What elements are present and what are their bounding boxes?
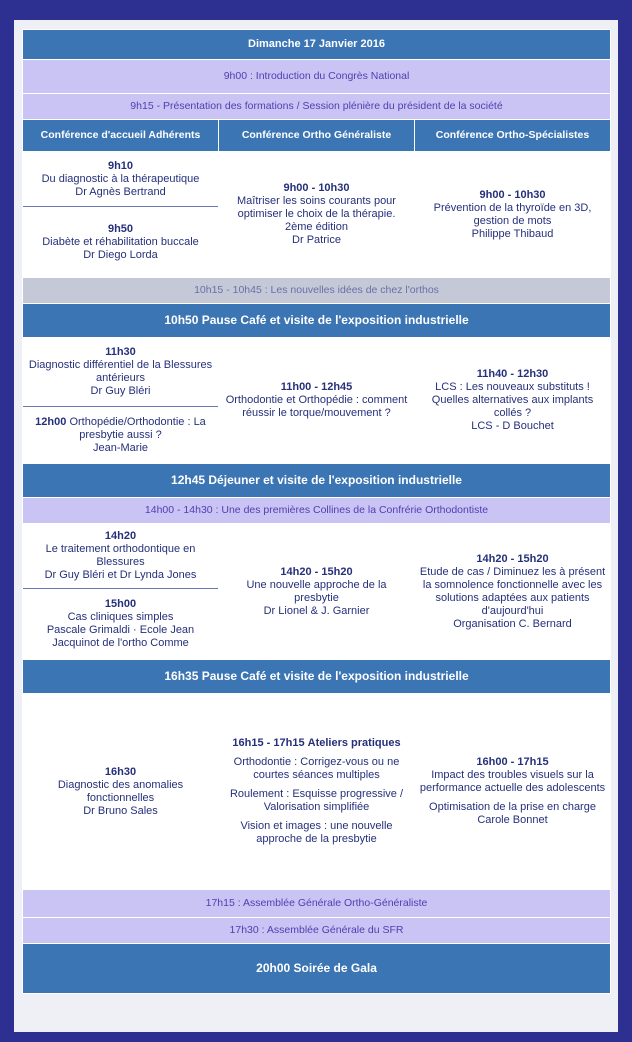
workshop-header bbox=[223, 737, 410, 750]
assembly-row: 17h30 : Assemblée Générale du SFR bbox=[23, 918, 611, 944]
session-time: 12h00 bbox=[35, 415, 67, 428]
session-speaker: Dr Lionel & J. Garnier bbox=[263, 604, 370, 617]
column-header: Conférence Ortho-Spécialistes bbox=[415, 120, 611, 152]
workshop-item: Orthodontie : Corrigez-vous ou ne courtes séances multiples bbox=[233, 756, 400, 781]
assembly-row: 17h15 : Assemblée Générale Ortho-Généraliste bbox=[23, 890, 611, 918]
session-title: Diabète et réhabilitation buccale bbox=[42, 235, 199, 248]
session-cell bbox=[219, 338, 415, 464]
intro-row: 9h00 : Introduction du Congrès National bbox=[23, 60, 611, 94]
session-title: Cas cliniques simples bbox=[67, 611, 174, 623]
session-title: Une nouvelle approche de la presbytie bbox=[246, 578, 387, 604]
session bbox=[23, 524, 218, 589]
session-speaker: Dr Diego Lorda bbox=[83, 248, 158, 261]
session-time: 11h40 - 12h30 bbox=[476, 368, 549, 380]
lavender-info-row: 14h00 - 14h30 : Une des premières Collines de la Confrérie Orthodontiste bbox=[23, 498, 611, 524]
session-cell bbox=[23, 524, 219, 660]
session-speaker: Jean-Marie bbox=[92, 441, 149, 454]
session-speaker: LCS - D Bouchet bbox=[471, 420, 554, 432]
session-speaker: Dr Guy Bléri bbox=[90, 385, 151, 397]
day-title: Dimanche 17 Janvier 2016 bbox=[23, 30, 611, 60]
session-title: Etude de cas / Diminuez les à présent la somnolence fonctionnelle avec les solutions adaptées aux patients d'aujourd'hui bbox=[419, 565, 606, 617]
session-speaker: Carole Bonnet bbox=[477, 814, 548, 826]
session-title: Orthodontie et Orthopédie : comment réussir le torque/mouvement ? bbox=[225, 394, 408, 419]
session-cell bbox=[415, 694, 611, 890]
session-time: 14h20 bbox=[104, 530, 137, 542]
session-speaker: Organisation C. Bernard bbox=[453, 617, 572, 630]
session-title: Optimisation de la prise en charge bbox=[429, 801, 596, 813]
session-title: LCS : Les nouveaux substituts ! Quelles alternatives aux implants collés ? bbox=[431, 381, 594, 419]
session-title: Orthopédie/Orthodontie : La presbytie aussi ? bbox=[69, 415, 206, 441]
session-speaker: Dr Bruno Sales bbox=[83, 804, 158, 817]
session-speaker: Dr Agnès Bertrand bbox=[75, 185, 166, 198]
session-speaker: Dr Guy Bléri et Dr Lynda Jones bbox=[44, 569, 197, 581]
session-cell bbox=[415, 152, 611, 278]
session-cell bbox=[23, 694, 219, 890]
session-time: 16h15 - 17h15 bbox=[232, 737, 305, 749]
coffee-break-row: 10h50 Pause Café et visite de l'exposition industrielle bbox=[23, 304, 611, 338]
session-time: 9h00 - 10h30 bbox=[283, 182, 350, 194]
session-speaker: Pascale Grimaldi · Ecole Jean Jacquinot de l'ortho Comme bbox=[46, 624, 195, 649]
session-time: 11h30 bbox=[105, 346, 136, 358]
session-time: 11h00 - 12h45 bbox=[280, 381, 353, 393]
gala-row: 20h00 Soirée de Gala bbox=[23, 944, 611, 994]
session-time: 16h30 bbox=[104, 765, 137, 778]
session-title: Le traitement orthodontique en Blessures bbox=[45, 543, 196, 568]
workshop-item: Vision et images : une nouvelle approche de la presbytie bbox=[240, 820, 393, 845]
session bbox=[23, 338, 218, 407]
lunch-row: 12h45 Déjeuner et visite de l'exposition industrielle bbox=[23, 464, 611, 498]
session-title: Diagnostic des anomalies fonctionnelles bbox=[57, 778, 184, 804]
session-cell bbox=[415, 524, 611, 660]
session-time: 14h20 - 15h20 bbox=[476, 552, 549, 565]
session-title: Maîtriser les soins courants pour optimiser le choix de la thérapie. 2ème édition bbox=[237, 195, 396, 233]
session bbox=[23, 589, 218, 659]
session-time: 15h00 bbox=[104, 598, 137, 610]
session bbox=[23, 207, 218, 277]
session-title: Ateliers pratiques bbox=[307, 737, 401, 749]
session-time: 9h50 bbox=[107, 222, 134, 235]
coffee-break-row: 16h35 Pause Café et visite de l'exposition industrielle bbox=[23, 660, 611, 694]
session-speaker: Philippe Thibaud bbox=[471, 227, 554, 240]
session bbox=[419, 756, 606, 795]
session-cell bbox=[415, 338, 611, 464]
session-cell bbox=[219, 152, 415, 278]
session-title: Prévention de la thyroïde en 3D, gestion de mots bbox=[433, 201, 592, 227]
session-speaker: Dr Patrice bbox=[292, 234, 341, 246]
session bbox=[23, 152, 218, 207]
session-time: 9h00 - 10h30 bbox=[479, 188, 546, 201]
session bbox=[23, 407, 218, 463]
column-header: Conférence Ortho Généraliste bbox=[219, 120, 415, 152]
session-title: Du diagnostic à la thérapeutique bbox=[41, 172, 200, 185]
session-cell bbox=[219, 694, 415, 890]
session-time: 16h00 - 17h15 bbox=[476, 756, 549, 768]
plenary-row: 9h15 - Présentation des formations / Session plénière du président de la société bbox=[23, 94, 611, 120]
session bbox=[419, 801, 606, 827]
session-cell bbox=[219, 524, 415, 660]
column-header: Conférence d'accueil Adhérents bbox=[23, 120, 219, 152]
session-cell bbox=[23, 152, 219, 278]
session-cell bbox=[23, 338, 219, 464]
session-title: Diagnostic différentiel de la Blessures antérieurs bbox=[28, 359, 213, 384]
program-table bbox=[22, 29, 611, 994]
session-time: 14h20 - 15h20 bbox=[280, 565, 353, 578]
workshop-item: Roulement : Esquisse progressive / Valorisation simplifiée bbox=[229, 788, 404, 813]
session-time: 9h10 bbox=[107, 159, 134, 172]
grey-info-row: 10h15 - 10h45 : Les nouvelles idées de chez l'orthos bbox=[23, 278, 611, 304]
session-title: Impact des troubles visuels sur la performance actuelle des adolescents bbox=[419, 769, 606, 794]
